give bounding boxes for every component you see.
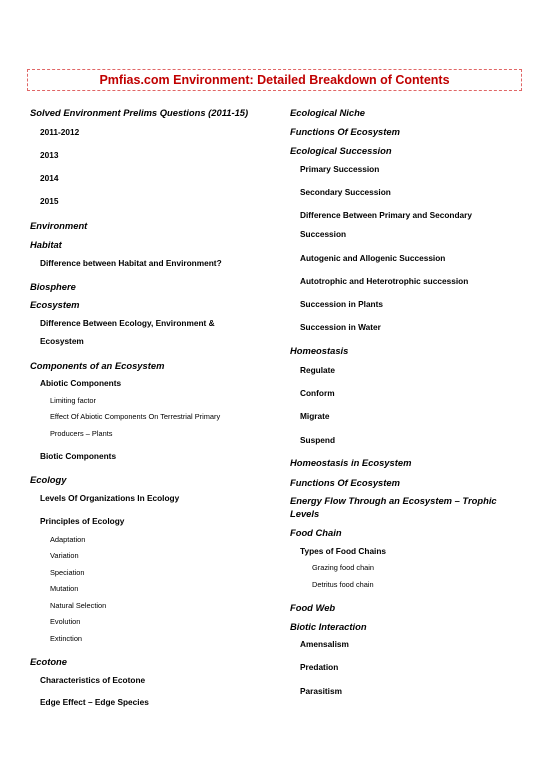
toc-entry[interactable]: Edge Effect – Edge Species xyxy=(40,697,149,707)
toc-entry[interactable]: Environment xyxy=(30,220,88,231)
toc-entry[interactable]: Conform xyxy=(300,388,335,398)
toc-entry[interactable]: Habitat xyxy=(30,239,62,250)
toc-entry[interactable]: Ecosystem xyxy=(40,336,84,346)
toc-entry[interactable]: Predation xyxy=(300,662,339,672)
toc-entry[interactable]: Levels Of Organizations In Ecology xyxy=(40,493,180,503)
toc-entry[interactable]: Secondary Succession xyxy=(300,187,391,197)
toc-entry[interactable]: Energy Flow Through an Ecosystem – Trophic xyxy=(290,495,497,506)
toc-entry[interactable]: 2013 xyxy=(40,150,59,160)
toc-entry[interactable]: Components of an Ecosystem xyxy=(30,360,165,371)
toc-entry[interactable]: Food Web xyxy=(290,602,336,613)
toc-entry[interactable]: Food Chain xyxy=(290,527,342,538)
toc-entry[interactable]: Extinction xyxy=(50,634,83,643)
toc-entry[interactable]: Migrate xyxy=(300,411,330,421)
toc-entry[interactable]: Biotic Components xyxy=(40,451,117,461)
toc-entry[interactable]: Detritus food chain xyxy=(312,580,374,589)
toc-entry[interactable]: Autogenic and Allogenic Succession xyxy=(300,253,446,263)
toc-entry[interactable]: Biotic Interaction xyxy=(290,621,367,632)
toc-entry[interactable]: Primary Succession xyxy=(300,164,380,174)
toc-entry[interactable]: Variation xyxy=(50,551,79,560)
toc-entry[interactable]: Principles of Ecology xyxy=(40,516,125,526)
toc-entry[interactable]: Ecology xyxy=(30,474,67,485)
toc-entry[interactable]: Evolution xyxy=(50,617,81,626)
toc-entry[interactable]: Amensalism xyxy=(300,639,349,649)
toc-entry[interactable]: Adaptation xyxy=(50,535,86,544)
toc-entry[interactable]: Succession in Plants xyxy=(300,299,383,309)
toc-entry[interactable]: Limiting factor xyxy=(50,396,97,405)
toc-entry[interactable]: Characteristics of Ecotone xyxy=(40,675,146,685)
toc-entry[interactable]: Parasitism xyxy=(300,686,342,696)
toc-entry[interactable]: Mutation xyxy=(50,584,79,593)
toc-entry[interactable]: Biosphere xyxy=(30,281,76,292)
toc-entry[interactable]: Difference Between Primary and Secondary xyxy=(300,210,472,220)
toc-entry[interactable]: Grazing food chain xyxy=(312,563,375,572)
toc-entry[interactable]: Homeostasis xyxy=(290,345,349,356)
toc-entry[interactable]: Effect Of Abiotic Components On Terrestrial Primary xyxy=(50,412,221,421)
toc-entry[interactable]: Autotrophic and Heterotrophic succession xyxy=(300,276,469,286)
toc-entry[interactable]: 2015 xyxy=(40,196,59,206)
toc-entry[interactable]: Difference Between Ecology, Environment & xyxy=(40,318,215,328)
toc-entry[interactable]: Suspend xyxy=(300,435,336,445)
toc-entry[interactable]: Producers – Plants xyxy=(50,429,113,438)
toc-entry[interactable]: Succession xyxy=(300,229,347,239)
toc-entry[interactable]: Functions Of Ecosystem xyxy=(290,477,400,488)
toc-entry[interactable]: Ecological Succession xyxy=(290,145,392,156)
toc-entry[interactable]: Succession in Water xyxy=(300,322,381,332)
toc-entry[interactable]: Ecosystem xyxy=(30,299,80,310)
toc-entry[interactable]: 2014 xyxy=(40,173,59,183)
toc-entry[interactable]: Solved Environment Prelims Questions (2011-15) xyxy=(30,107,249,118)
page-title: Pmfias.com Environment: Detailed Breakdown of Contents xyxy=(99,73,450,87)
toc-entry[interactable]: Ecotone xyxy=(30,656,67,667)
toc-entry[interactable]: Functions Of Ecosystem xyxy=(290,126,400,137)
toc-entry[interactable]: Speciation xyxy=(50,568,85,577)
toc-entry[interactable]: Regulate xyxy=(300,365,336,375)
toc-entry[interactable]: Types of Food Chains xyxy=(300,546,387,556)
toc-entry[interactable]: Ecological Niche xyxy=(290,107,366,118)
toc-entry[interactable]: Abiotic Components xyxy=(40,378,122,388)
toc-entry[interactable]: Levels xyxy=(290,508,320,519)
toc-entry[interactable]: Natural Selection xyxy=(50,601,107,610)
toc-entry[interactable]: Homeostasis in Ecosystem xyxy=(290,457,412,468)
toc-entry[interactable]: Difference between Habitat and Environment? xyxy=(40,258,222,268)
toc-entry[interactable]: 2011-2012 xyxy=(40,127,80,137)
